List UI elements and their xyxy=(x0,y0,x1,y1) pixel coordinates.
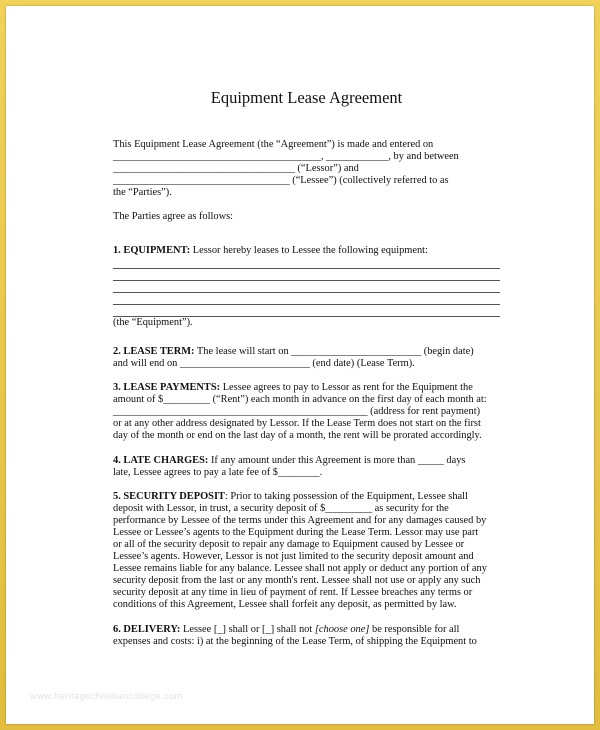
section-text: and will end on _________________________ (end date) (Lease Term). xyxy=(113,358,415,369)
section-text: late, Lessee agrees to pay a late fee of $________. xyxy=(113,467,323,478)
section-text: Lessee remains liable for any balance. Lessee shall not apply or deduct any portion of any xyxy=(113,563,487,574)
section-text: If any amount under this Agreement is more than _____ days xyxy=(208,455,466,466)
document-page xyxy=(6,6,594,724)
section-text: : Prior to taking possession of the Equipment, Lessee shall xyxy=(224,491,468,502)
intro-paragraph xyxy=(113,139,500,199)
intro-line: __________________________________ (“Lessee”) (collectively referred to as xyxy=(113,175,449,186)
blank-line xyxy=(113,281,500,293)
section-text: or at any other address designated by Lessor. If the Lease Term does not start on the first xyxy=(113,418,481,429)
section-heading: 6. DELIVERY: xyxy=(113,624,181,635)
intro-line: ________________________________________, ____________, by and between xyxy=(113,151,459,162)
section-delivery xyxy=(113,624,500,648)
section-late-charges xyxy=(113,455,500,479)
section-text: be responsible for all xyxy=(369,624,460,635)
section-lease-term xyxy=(113,346,500,370)
section-heading: 3. LEASE PAYMENTS: xyxy=(113,382,221,393)
section-lease-payments xyxy=(113,382,500,442)
section-text: Lessor hereby leases to Lessee the following equipment: xyxy=(190,245,428,256)
section-security-deposit xyxy=(113,491,500,611)
section-heading: 2. LEASE TERM: xyxy=(113,346,195,357)
intro-line: ___________________________________ (“Lessor”) and xyxy=(113,163,359,174)
intro-line: the “Parties”). xyxy=(113,187,172,198)
watermark: www.heritagechristiancollege.com xyxy=(30,691,183,702)
equipment-closing: (the “Equipment”). xyxy=(113,317,193,328)
section-text: Lessee or Lessee’s agents to the Equipment during the Lease Term. Lessor may use part xyxy=(113,527,479,538)
section-text: conditions of this Agreement, Lessee shall forfeit any deposit, as permitted by law. xyxy=(113,599,457,610)
section-heading: 4. LATE CHARGES: xyxy=(113,455,209,466)
section-text: The lease will start on _________________________ (begin date) xyxy=(194,346,474,357)
section-heading: 5. SECURITY DEPOSIT xyxy=(113,491,225,502)
document-title: Equipment Lease Agreement xyxy=(210,88,403,107)
section-heading: 1. EQUIPMENT: xyxy=(113,245,191,256)
section-text: day of the month or end on the last day of a month, the rent will be prorated accordingly. xyxy=(113,430,482,441)
section-text: security deposit at any time in lieu of payment of rent. If Lessee breaches any terms or xyxy=(113,587,473,598)
section-text: expenses and costs: i) at the beginning of the Lease Term, of shipping the Equipment to xyxy=(113,636,477,647)
blank-line xyxy=(113,269,500,281)
choose-one-note: [choose one] xyxy=(314,624,370,635)
section-text: _________________________________________________ (address for rent payment) xyxy=(113,406,481,417)
blank-line xyxy=(113,257,500,269)
section-text: security deposit from the last or any month's rent. Lessee shall not use or apply any such xyxy=(113,575,481,586)
blank-line xyxy=(113,293,500,305)
section-text: Lessee’s agents. However, Lessor is not just limited to the security deposit amount and xyxy=(113,551,474,562)
blank-line xyxy=(113,305,500,317)
section-text: or all of the security deposit to repair any damage to Equipment caused by Lessee or xyxy=(113,539,465,550)
section-text: Lessee [_] shall or [_] shall not xyxy=(180,624,315,635)
section-text: amount of $_________ (“Rent”) each month in advance on the first day of each month at: xyxy=(113,394,487,405)
agree-line: The Parties agree as follows: xyxy=(113,211,234,222)
section-text: Lessee agrees to pay to Lessor as rent for the Equipment the xyxy=(220,382,473,393)
section-text: deposit with Lessor, in trust, a security deposit of $_________ as security for the xyxy=(113,503,449,514)
section-text: performance by Lessee of the terms under this Agreement and for any damages caused by xyxy=(113,515,487,526)
intro-line: This Equipment Lease Agreement (the “Agreement”) is made and entered on xyxy=(113,139,434,150)
section-equipment xyxy=(113,245,500,329)
